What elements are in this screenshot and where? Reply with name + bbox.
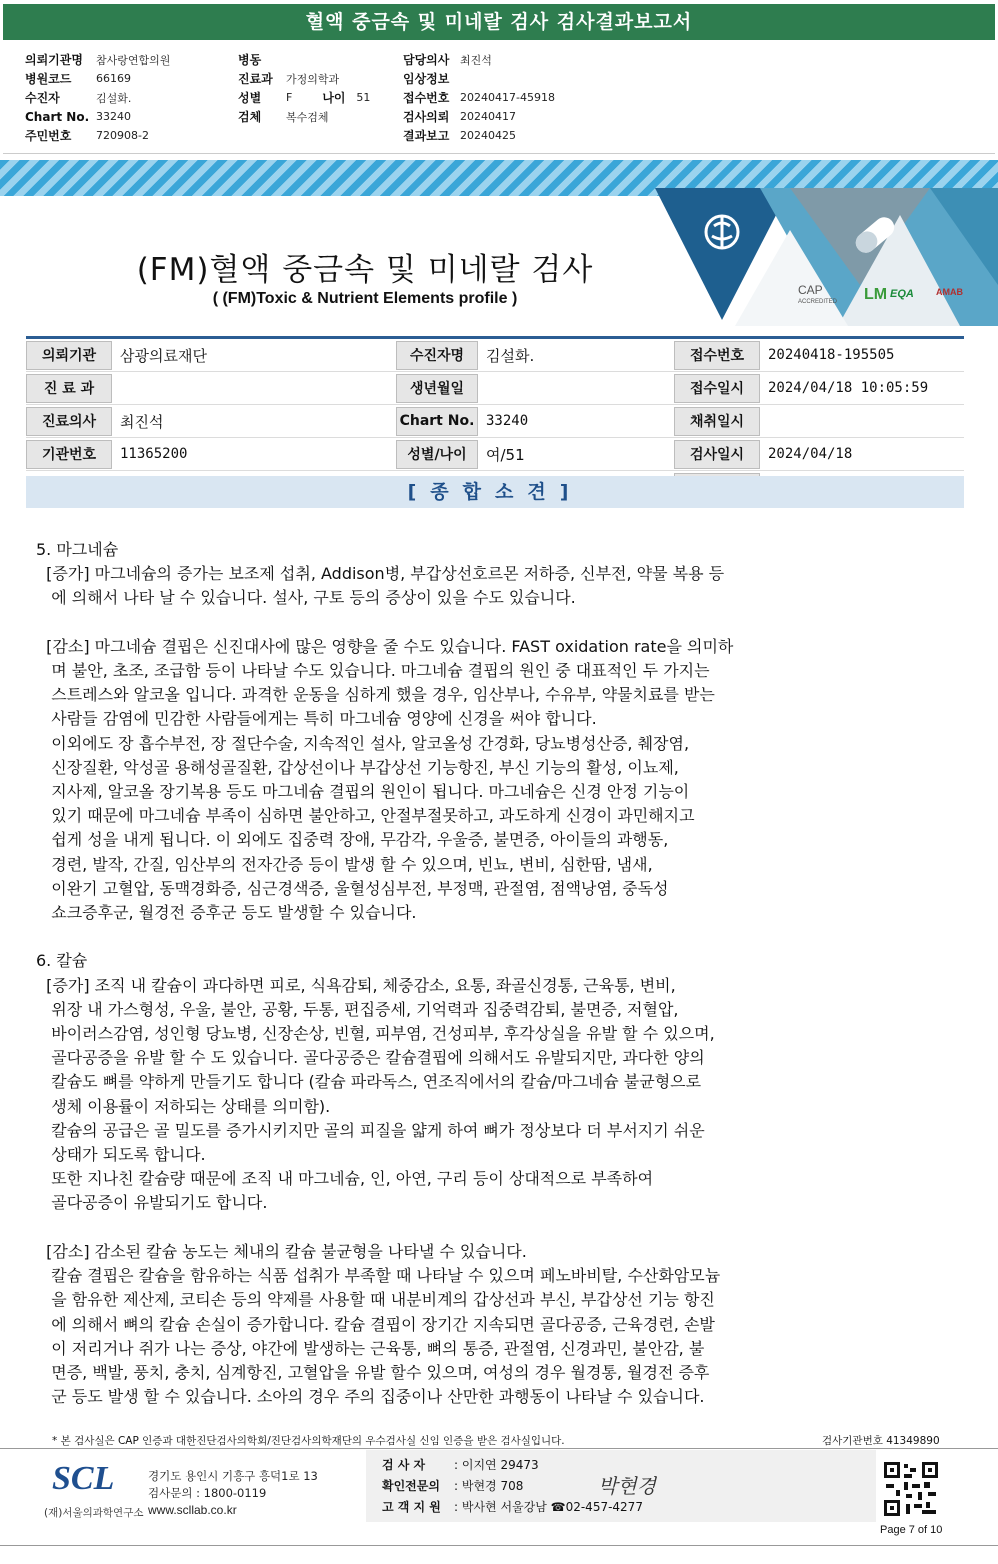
summary-content: [36, 538, 886, 1409]
patient-field-label: 진료의사: [26, 407, 112, 436]
patient-field-label: 접수번호: [674, 341, 760, 370]
order-info-value: 참사랑연합의원: [96, 53, 171, 67]
patient-field-label: 수진자명: [396, 341, 478, 370]
order-info-col-3: [403, 50, 555, 145]
bottom-divider: [0, 1545, 998, 1546]
content-line: [36, 1216, 886, 1240]
staff-label: 고 객 지 원: [382, 1500, 441, 1514]
content-line: 칼슘 결핍은 칼슘을 함유하는 식품 섭취가 부족할 때 나타날 수 있으며 페노바비탈, 수산화암모늄: [36, 1266, 721, 1286]
order-info-label: 주민번호: [25, 129, 72, 143]
order-info-value: 가정의학과: [286, 72, 340, 86]
patient-field-label: 채취일시: [674, 407, 760, 436]
order-info-row: [238, 69, 370, 88]
content-line: 또한 지나친 칼슘량 때문에 조직 내 마그네슘, 인, 아연, 구리 등이 상대적으로 부족하여: [36, 1169, 654, 1189]
content-line: 골다공증을 유발 할 수 도 있습니다. 골다공증은 칼슘결핍에 의해서도 유발되지만, 과다한 양의: [36, 1048, 705, 1068]
scl-logo: SCL: [52, 1460, 115, 1497]
patient-field-label: 성별/나이: [396, 440, 478, 469]
patient-field-value: 김설화.: [486, 346, 535, 365]
content-line: 위장 내 가스형성, 우울, 불안, 공황, 두통, 편집증세, 기억력과 집중력감퇴, 불면증, 저혈압,: [36, 999, 679, 1019]
patient-field-value: 33240: [486, 413, 529, 429]
order-info-row: [25, 50, 170, 69]
order-info-row: [403, 88, 555, 107]
staff-value: : 박현경 708: [454, 1479, 524, 1493]
content-line: 생체 이용률이 저하되는 상태를 의미함).: [36, 1096, 331, 1116]
order-info-row: [238, 88, 370, 107]
order-info-value: 720908-2: [96, 129, 149, 142]
patient-field-label: 진 료 과: [26, 374, 112, 403]
staff-value: : 이지연 29473: [454, 1458, 539, 1472]
order-info-row: [238, 50, 370, 69]
patient-table-row: [26, 372, 964, 405]
order-info-row: [238, 107, 370, 126]
patient-field-label: Chart No.: [396, 407, 478, 436]
order-info-row: [403, 107, 555, 126]
order-info-label: 검사의뢰: [403, 110, 450, 124]
content-line: 에 의해서 나타 날 수 있습니다. 설사, 구토 등의 증상이 있을 수도 있습니다.: [36, 588, 576, 608]
report-title: (FM)혈액 중금속 및 미네랄 검사: [136, 252, 594, 288]
order-info-row: [25, 126, 170, 145]
content-line: 에 의해서 뼈의 칼슘 손실이 증가합니다. 칼슘 결핍이 장기간 지속되면 골다공증, 근육경련, 손발: [36, 1314, 715, 1334]
age-value: 51: [356, 91, 371, 104]
content-line: 이완기 고혈압, 동맥경화증, 심근경색증, 울혈성심부전, 부정맥, 관절염, 점액낭염, 중독성: [36, 878, 669, 898]
order-info-label: 진료과: [238, 72, 273, 86]
patient-field-value: 여/51: [486, 445, 525, 464]
patient-field-value: 삼광의료재단: [120, 346, 207, 365]
order-info-value: 66169: [96, 72, 131, 85]
content-line: 면증, 백발, 풍치, 충치, 심계항진, 고혈압을 유발 할수 있으며, 여성의 경우 월경통, 월경전 증후: [36, 1362, 710, 1382]
patient-table-row: [26, 438, 964, 471]
order-info-label: 병원코드: [25, 72, 72, 86]
content-line: 바이러스감염, 성인형 당뇨병, 신장손상, 빈혈, 피부염, 건성피부, 후각상실을 유발 할 수 있으며,: [36, 1024, 715, 1044]
content-line: 신장질환, 악성골 용해성골질환, 갑상선이나 부갑상선 기능항진, 부신 기능의 활성, 이뇨제,: [36, 757, 679, 777]
order-info-row: [403, 50, 555, 69]
patient-table-row: [26, 405, 964, 438]
patient-field-label: 기관번호: [26, 440, 112, 469]
order-info: [3, 40, 995, 154]
content-line: [증가] 조직 내 칼슘이 과다하면 피로, 식욕감퇴, 체중감소, 요통, 좌골신경통, 근육통, 변비,: [36, 975, 676, 995]
patient-field-value: 최진석: [120, 412, 164, 431]
staff-row: [382, 1497, 643, 1518]
order-info-col-2: [238, 50, 370, 126]
accreditation-logos: [798, 284, 966, 314]
content-line: 이 저리거나 쥐가 나는 증상, 야간에 발생하는 근육통, 뼈의 통증, 관절염, 신경과민, 불안감, 불: [36, 1338, 705, 1358]
footer-divider: [0, 1448, 998, 1449]
order-info-value: 20240425: [460, 129, 516, 142]
contact-text: 검사문의 : 1800-0119: [148, 1486, 267, 1500]
order-info-value: 20240417: [460, 110, 516, 123]
content-line: 군 등도 발생 할 수 있습니다. 소아의 경우 주의 집중이나 산만한 과행동이 나타날 수 있습니다.: [36, 1387, 705, 1407]
patient-field-value: 2024/04/18 10:05:59: [768, 380, 929, 396]
age-label: 나이: [322, 91, 346, 105]
order-info-label: 임상정보: [403, 72, 450, 86]
patient-field-label: 검사일시: [674, 440, 760, 469]
website-link[interactable]: www.scllab.co.kr: [148, 1503, 237, 1517]
order-info-value: 최진석: [460, 53, 492, 67]
staff-value: : 박사현 서울강남 ☎02-457-4277: [454, 1500, 643, 1514]
content-line: 6. 칼슘: [36, 951, 88, 971]
order-info-label: 검체: [238, 110, 262, 124]
order-info-label: 병동: [238, 53, 262, 67]
amab-logo: AMAB: [936, 287, 963, 297]
patient-field-label: 의뢰기관: [26, 341, 112, 370]
content-line: 쇼크증후군, 월경전 증후군 등도 발생할 수 있습니다.: [36, 903, 417, 923]
content-line: [36, 925, 886, 949]
content-line: 며 불안, 초조, 조급함 등이 나타날 수도 있습니다. 마그네슘 결핍의 원인 중 대표적인 두 가지는: [36, 661, 710, 681]
patient-field-label: 접수일시: [674, 374, 760, 403]
order-info-row: [25, 107, 170, 126]
signature: 박현경: [598, 1474, 656, 1498]
content-line: 지사제, 알코올 장기복용 등도 마그네슘 결핍의 원인이 됩니다. 마그네슘은 신경 안정 기능이: [36, 782, 690, 802]
patient-field-value: 11365200: [120, 446, 188, 462]
patient-field-value: [478, 372, 674, 404]
eqa-logo: EQA: [890, 288, 914, 300]
content-line: [증가] 마그네슘의 증가는 보조제 섭취, Addison병, 부갑상선호르몬 저하증, 신부전, 약물 복용 등: [36, 564, 725, 584]
qr-code-icon: [882, 1460, 940, 1518]
order-info-col-1: [25, 50, 170, 145]
content-line: [감소] 마그네슘 결핍은 신진대사에 많은 영향을 줄 수도 있습니다. FAST oxidation rate을 의미하: [36, 636, 734, 656]
content-line: 골다공증이 유발되기도 합니다.: [36, 1193, 268, 1213]
content-line: 스트레스와 알코올 입니다. 과격한 운동을 심하게 했을 경우, 임산부나, 수유부, 약물치료를 받는: [36, 685, 715, 705]
content-line: 칼슘도 뼈를 약하게 만들기도 합니다 (칼슘 파라독스, 연조직에서의 칼슘/마그네슘 불균형으로: [36, 1072, 702, 1092]
content-line: 을 함유한 제산제, 코티손 등의 약제를 사용할 때 내분비계의 갑상선과 부신, 부갑상선 기능 항진: [36, 1290, 715, 1310]
order-info-label: 성별: [238, 91, 262, 105]
content-line: 경련, 발작, 간질, 임산부의 전자간증 등이 발생 할 수 있으며, 빈뇨, 변비, 심한땀, 냄새,: [36, 854, 653, 874]
content-line: 상태가 되도록 합니다.: [36, 1145, 206, 1165]
lm-logo: LM: [864, 286, 888, 303]
report-header-title: 혈액 중금속 및 미네랄 검사 검사결과보고서: [3, 4, 995, 40]
order-info-value: 복수검체: [286, 110, 329, 124]
patient-field-label: 생년월일: [396, 374, 478, 403]
order-info-value: 김설화.: [96, 91, 132, 105]
patient-field-value: 20240418-195505: [768, 347, 895, 363]
staff-label: 검 사 자: [382, 1458, 426, 1472]
content-line: 칼슘의 공급은 골 밀도를 증가시키지만 골의 피질을 얇게 하여 뼈가 정상보다 더 부서지기 쉬운: [36, 1120, 705, 1140]
cap-logo: CAP ACCREDITED: [798, 283, 838, 305]
order-info-value: 20240417-45918: [460, 91, 555, 104]
content-line: 있기 때문에 마그네슘 부족이 심하면 불안하고, 안절부절못하고, 과도하게 신경이 과민해지고: [36, 806, 695, 826]
accreditation-note: * 본 검사실은 CAP 인증과 대한진단검사의학회/진단검사의학재단의 우수검사실 신임 인증을 받은 검사실입니다.: [52, 1435, 565, 1447]
order-info-row: [25, 88, 170, 107]
order-info-row: [403, 126, 555, 145]
order-info-label: 의뢰기관명: [25, 53, 83, 67]
order-info-label: 접수번호: [403, 91, 450, 105]
patient-field-value: 2024/04/18: [768, 446, 853, 462]
patient-field-value: [760, 405, 952, 437]
content-line: [36, 611, 886, 635]
order-info-value: 33240: [96, 110, 131, 123]
order-info-value: F: [286, 91, 293, 104]
order-info-label: Chart No.: [25, 109, 90, 124]
order-info-row: [403, 69, 555, 88]
lab-address: [148, 1468, 318, 1519]
summary-title: [종합소견]: [26, 476, 964, 508]
content-line: 사람들 감염에 민감한 사람들에게는 특히 마그네슘 영양에 신경을 써야 합니다.: [36, 709, 597, 729]
patient-table-row: [26, 339, 964, 372]
order-info-label: 담당의사: [403, 53, 450, 67]
order-info-label: 수진자: [25, 91, 60, 105]
organization-name: (재)서울의과학연구소: [44, 1507, 144, 1519]
lab-code: 검사기관번호 41349890: [822, 1435, 940, 1447]
order-info-label: 결과보고: [403, 129, 450, 143]
order-info-row: [25, 69, 170, 88]
patient-field-value: [112, 372, 396, 404]
address-text: 경기도 용인시 기흥구 흥덕1로 13: [148, 1469, 318, 1483]
report-subtitle: ( (FM)Toxic & Nutrient Elements profile ): [212, 290, 518, 307]
content-line: [감소] 감소된 칼슘 농도는 체내의 칼슘 불균형을 나타낼 수 있습니다.: [36, 1241, 527, 1261]
content-line: 이외에도 장 흡수부전, 장 절단수술, 지속적인 설사, 알코올성 간경화, 당뇨병성산증, 췌장염,: [36, 733, 690, 753]
content-line: 5. 마그네슘: [36, 540, 119, 559]
page-number: Page 7 of 10: [880, 1524, 943, 1536]
staff-label: 확인전문의: [382, 1479, 440, 1493]
content-line: 쉽게 성을 내게 됩니다. 이 외에도 집중력 장애, 무감각, 우울증, 불면증, 아이들의 과행동,: [36, 830, 669, 850]
